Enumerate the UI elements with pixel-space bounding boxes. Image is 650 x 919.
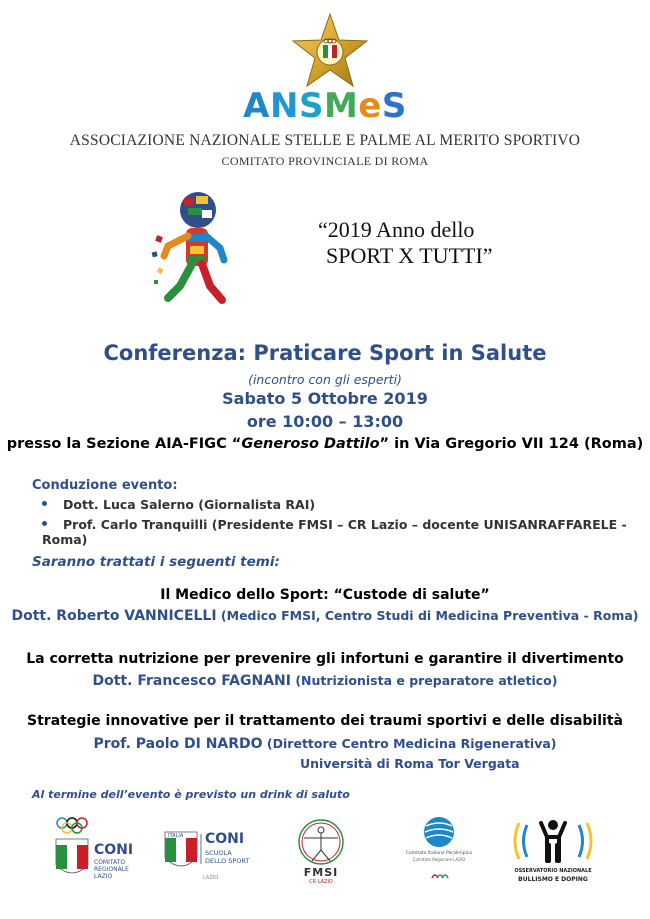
fmsi-label: FMSI [303,866,339,879]
paralimpico-label: Comitato Italiano Paralimpico [405,851,473,856]
osservatorio-label: OSSERVATORIO NAZIONALE [514,868,592,874]
ansmes-brand-logo [0,86,650,126]
conference-subtitle: (incontro con gli esperti) [248,372,402,387]
conductor-name: Dott. Luca Salerno (Giornalista RAI) [63,497,316,512]
coni-sub-line: REGIONALE [94,866,129,873]
topic-speaker [0,608,650,624]
venue-name: Generoso Dattilo [241,436,380,452]
conference-venue [0,436,650,452]
topic-speaker [0,736,650,752]
coni-label: CONI [205,831,245,847]
topic-title: Il Medico dello Sport: “Custode di salute” [160,587,490,603]
venue-prefix: presso la Sezione AIA-FIGC “ [6,436,242,452]
fmsi-logo [290,816,352,886]
bullet-icon [42,521,47,526]
topic-title: La corretta nutrizione per prevenire gli infortuni e garantire il divertimento [26,651,624,667]
brand-letter: N [269,86,299,126]
topic-title: Strategie innovative per il trattamento dei traumi sportivi e delle disabilità [27,713,623,729]
paralimpico-logo [398,812,480,892]
speaker-affiliation: (Nutrizionista e preparatore atletico) [290,673,558,688]
osservatorio-figure-icon [505,815,601,867]
conference-time: ore 10:00 – 13:00 [246,412,404,431]
brand-letter: S [298,86,324,126]
motto-text [318,217,538,269]
brand-letter: e [358,86,382,126]
italia-label: ITALIA [168,833,184,839]
ansmes-star-emblem [290,12,370,92]
speaker-affiliation-university: Università di Roma Tor Vergata [300,756,520,771]
motto-line-2: SPORT X TUTTI” [326,243,493,268]
association-name: ASSOCIAZIONE NAZIONALE STELLE E PALME AL MERITO SPORTIVO [69,132,581,149]
coni-lazio-sub [94,859,129,880]
coni-sub-line: COMITATO [94,859,126,866]
coni-scuola-sub [205,849,249,865]
italia-label: ITALIA [59,840,75,846]
coni-sub-line: LAZIO [203,875,219,881]
paralimpico-sub-label: Comitato Regionale LAZIO [412,857,466,862]
bullet-icon [42,501,47,506]
list-item [42,497,315,512]
brand-letter: A [243,86,270,126]
speaker-name: Prof. Paolo DI NARDO [93,736,263,752]
coni-sub-line: DELLO SPORT [205,857,250,865]
speaker-name: Dott. Francesco FAGNANI [92,673,291,689]
osservatorio-sub-label: BULLISMO E DOPING [518,876,588,883]
conference-title: Conferenza: Praticare Sport in Salute [103,341,547,365]
brand-letter: M [323,86,359,126]
motto-line-1: “2019 Anno dello [318,217,475,242]
fmsi-sub-label: CR LAZIO [309,879,333,885]
coni-lazio-logo [52,815,142,885]
venue-suffix: ” in Via Gregorio VII 124 (Roma) [379,436,644,452]
vitruvian-man-icon [290,816,352,868]
brand-letter: S [381,86,407,126]
conference-date: Sabato 5 Ottobre 2019 [222,389,428,408]
osservatorio-logo [505,815,601,887]
topic-speaker [0,673,650,689]
list-item [42,517,650,547]
committee-name: COMITATO PROVINCIALE DI ROMA [221,154,429,168]
speaker-affiliation: (Direttore Centro Medicina Rigenerativa) [262,736,557,751]
coni-label: CONI [94,842,134,858]
speaker-affiliation: (Medico FMSI, Centro Studi di Medicina Preventiva - Roma) [216,608,639,623]
closing-note: Al termine dell’evento è previsto un drink di saluto [32,788,350,801]
topics-label: Saranno trattati i seguenti temi: [32,554,280,570]
coni-scuola-logo [163,830,263,890]
conduction-label: Conduzione evento: [32,478,178,493]
speaker-name: Dott. Roberto VANNICELLI [11,608,217,624]
conductor-name: Prof. Carlo Tranquilli (Presidente FMSI – CR Lazio – docente UNISANRAFFARELE - Roma) [42,517,627,547]
coni-sub-line: LAZIO [94,873,113,880]
runner-flags-illustration [150,190,232,310]
coni-sub-line: SCUOLA [205,849,232,857]
